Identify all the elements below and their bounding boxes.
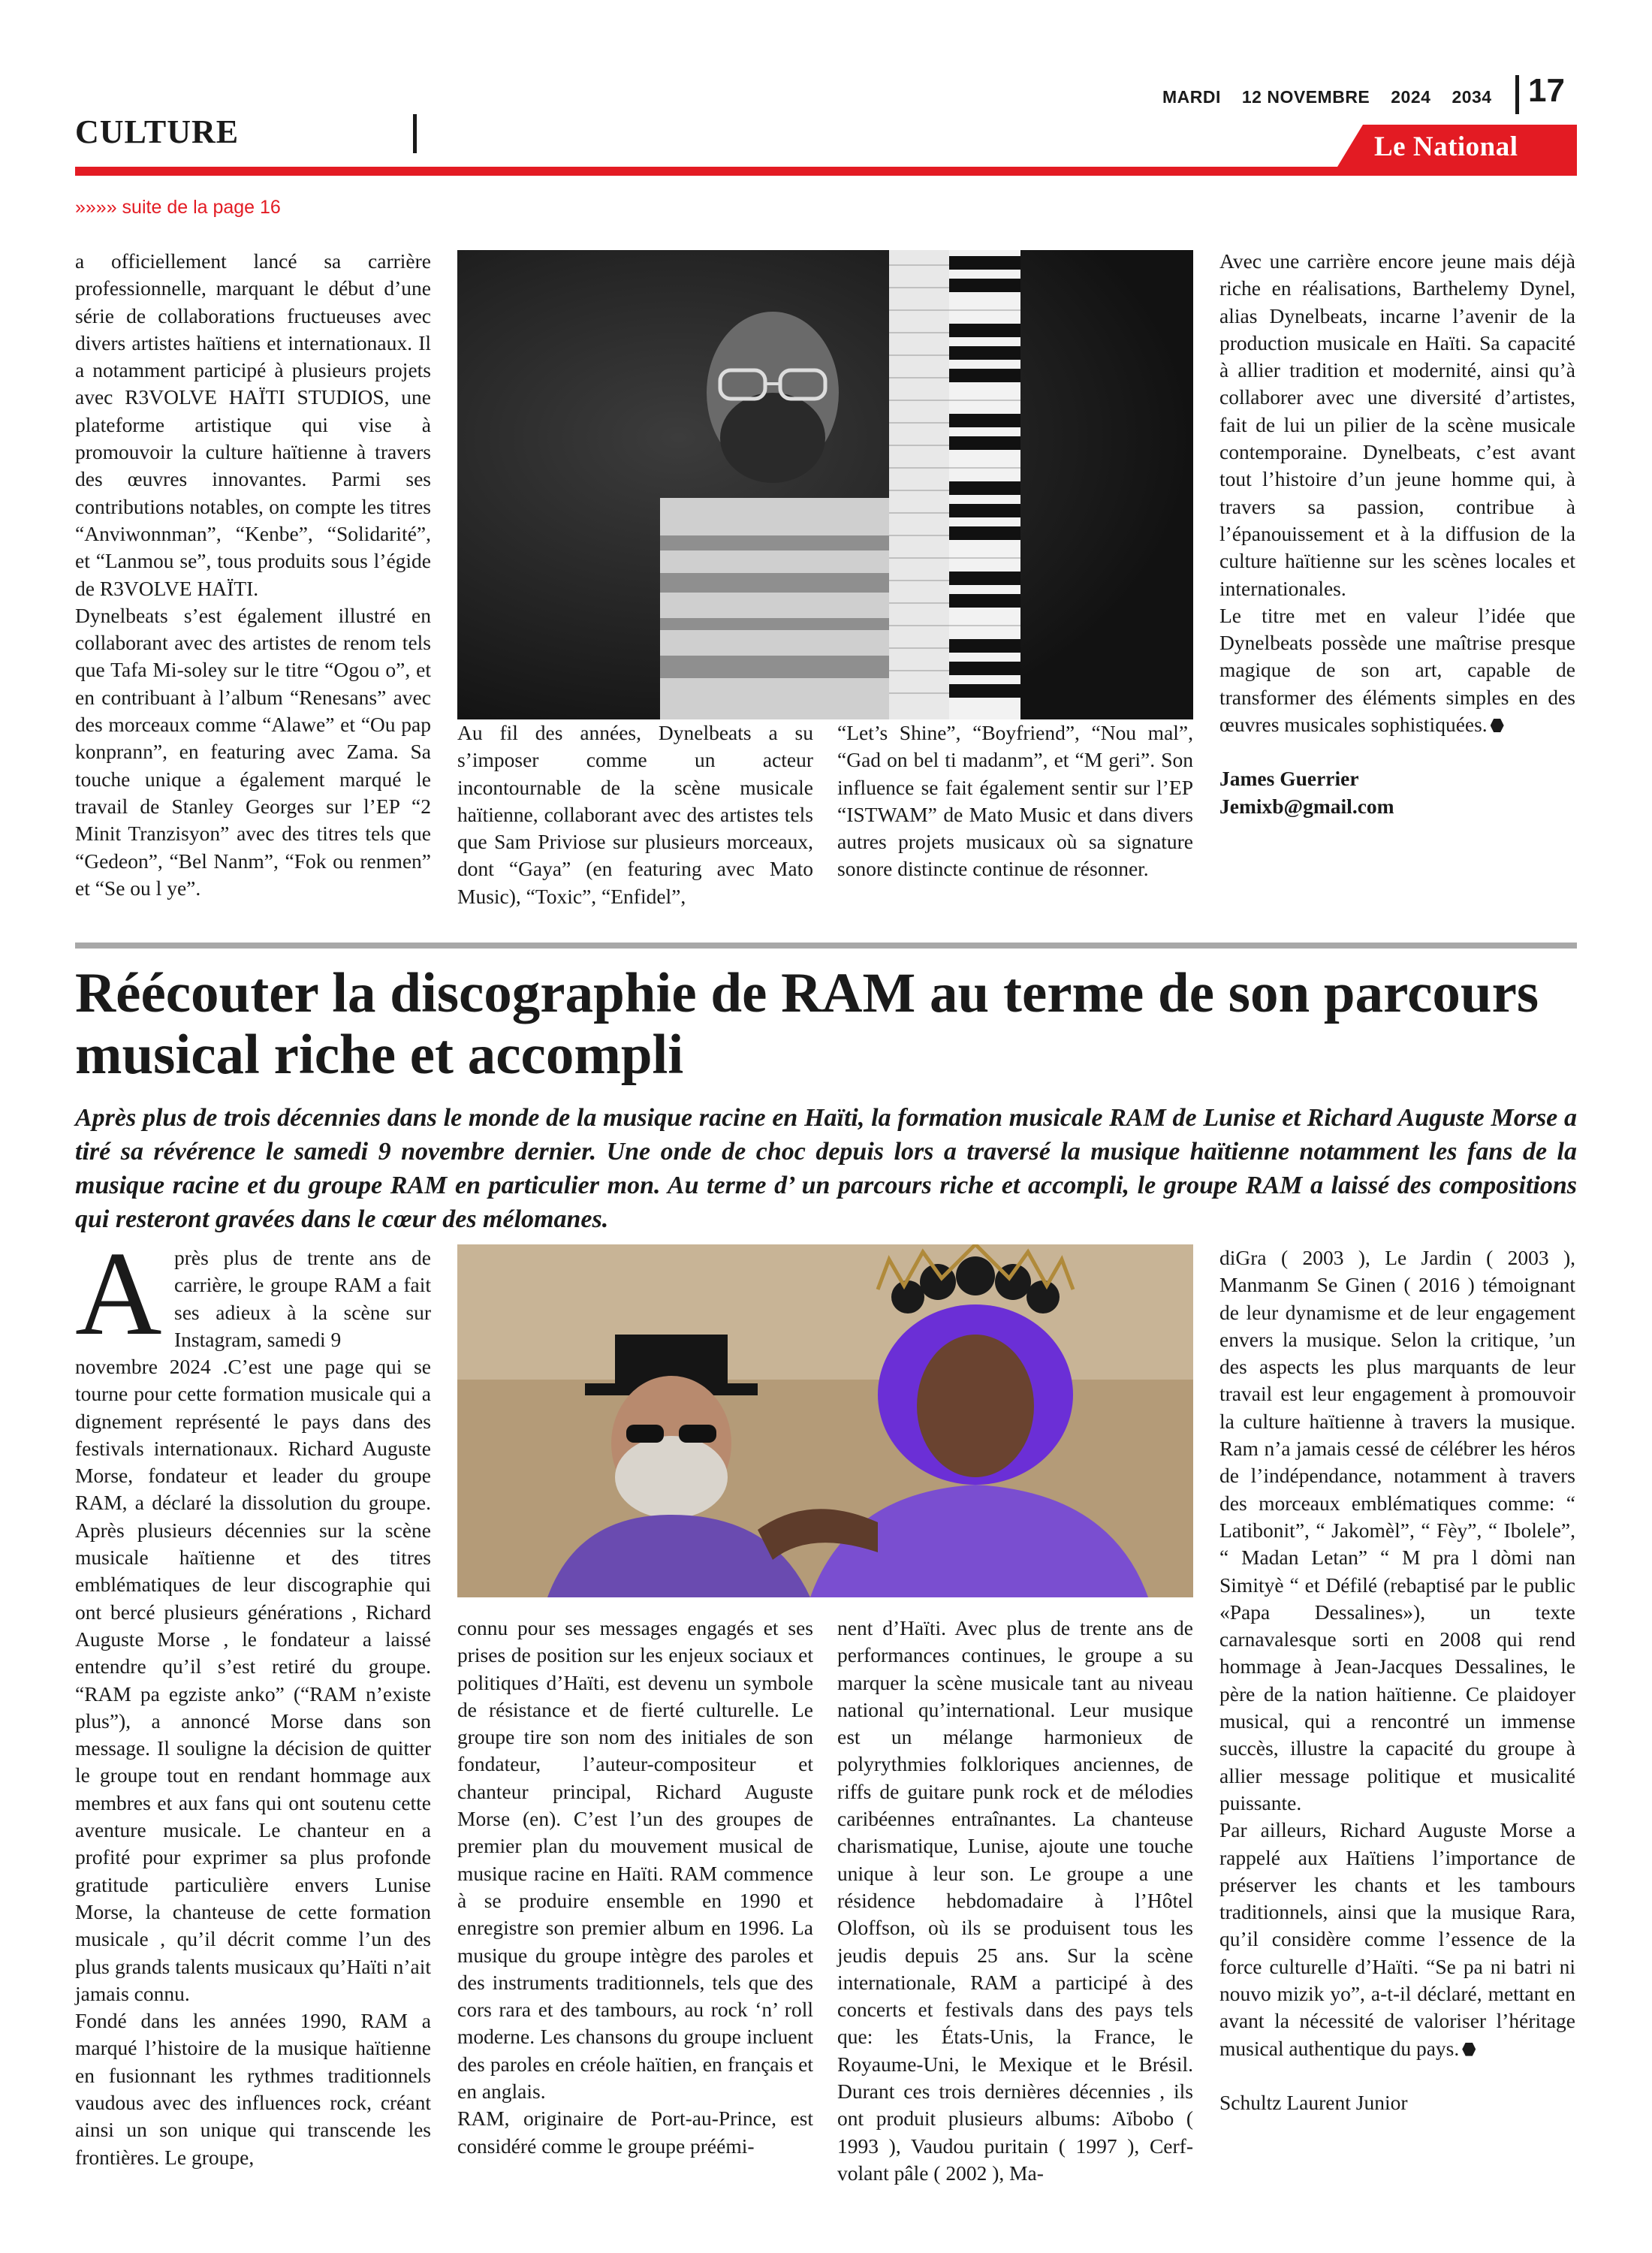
- dynelbeats-photo: [457, 250, 1193, 719]
- article2-column-3: [837, 1615, 1193, 2187]
- article2-paragraph: [1219, 1817, 1575, 2062]
- article2-column-4: [1219, 1244, 1575, 2116]
- article1-paragraph: Au fil des années, Dynelbeats a su s’imposer comme un acteur incontournable de la scène musicale haïtienne, collaborant avec des artistes tels que Sam Priviose sur plusieurs morceaux, dont “Gaya” (en featuring avec Mato Music), “Toxic”, “Enfidel”,: [457, 721, 813, 908]
- article1-author-email: Jemixb@gmail.com: [1219, 794, 1394, 818]
- page-number-divider: [1515, 75, 1519, 114]
- article1-column-3: [837, 719, 1193, 883]
- page-number: 17: [1528, 72, 1565, 109]
- date-text: 12 NOVEMBRE: [1241, 87, 1370, 107]
- ram-band-photo-image: [457, 1244, 1193, 1597]
- article2-paragraph: connu pour ses messages engagés et ses prises de position sur les enjeux sociaux et politiques d’Haïti, est devenu un symbole de résistance et de fierté culturelle. Le groupe tire son nom des initiales de son fondateur, l’auteur-compositeur et chanteur principal, Richard Auguste Morse (en). C’est l’un des groupes de premier plan du mouvement musical de musique racine en Haïti. RAM commence à se produire ensemble en 1990 et enregistre son premier album en 1996. La musique du groupe intègre des paroles et des instruments traditionnels, tels que des cors rara et des tambours, au rock ‘n’ roll moderne. Les chansons du groupe incluent des paroles en créole haïtien, en français et en anglais.: [457, 1616, 813, 2104]
- article2-paragraph: diGra ( 2003 ), Le Jardin ( 2003 ), Manmanm Se Ginen ( 2016 ) témoignant de leur dynamisme et de leur engagement envers la musique. Selon la critique, ’un des aspects les plus marquants de leur travail est leur engagement à promouvoir la culture haïtienne à travers la musique. Ram n’a jamais cessé de célébrer les héros de l’indépendance, notamment à travers des morceaux emblématiques comme: “ Latibonit”, “ Jakomèl”, “ Fèy”, “ Ibolele”, “ Madan Letan” “ M pra l dòmi nan Simityè “ et Défilé (rebaptisé par le public «Papa Dessalines»), un texte carnavalesque sorti en 2008 qui rend hommage à Jean-Jacques Dessalines, le père de la nation haïtienne. Ce plaidoyer musical, qui a rencontré un immense succès, illustre la capacité du groupe à allier message politique et musicalité puissante.: [1219, 1246, 1575, 1814]
- article1-paragraph: “Let’s Shine”, “Boyfriend”, “Nou mal”, “Gad on bel ti madanm”, et “M geri”. Son influence se fait également sentir sur l’EP “ISTWAM” de Mato Music et dans divers autres projets musicaux où sa signature sonore distincte continue de résonner.: [837, 721, 1193, 881]
- continued-from: »»»» suite de la page 16: [75, 197, 281, 218]
- dynelbeats-photo-image: [457, 250, 1193, 719]
- section-label: CULTURE: [75, 113, 240, 150]
- article2-column-1: [75, 1353, 431, 2171]
- end-of-article-icon: [1462, 2043, 1476, 2056]
- article2-lead-text: près plus de trente ans de carrière, le groupe RAM a fait ses adieux à la scène sur Instagram, samedi 9: [174, 1246, 431, 1351]
- article-divider: [75, 943, 1577, 949]
- article1-column-4: [1219, 248, 1575, 820]
- article2-paragraph: nent d’Haïti. Avec plus de trente ans de performances continues, le groupe a su marquer la scène musicale tant au niveau national qu’international. Leur musique est un mélange harmonieux de polyrythmies folkloriques anciennes, de riffs de guitare punk rock et de mélodies caribéennes entraînantes. La chanteuse charismatique, Lunise, ajoute une touche unique à leur son. Le groupe a une résidence hebdomadaire à l’Hôtel Oloffson, où ils se produisent tous les jeudis depuis 25 ans. Sur la scène internationale, RAM a participé à des concerts et festivals dans des pays tels que: les États-Unis, la France, le Royaume-Uni, le Mexique et le Brésil. Durant ces trois dernières décennies , ils ont produit plusieurs albums: Aïbobo ( 1993 ), Vaudou puritain ( 1997 ), Cerf-volant pâle ( 2002 ), Ma-: [837, 1616, 1193, 2185]
- publication-name: Le National: [1374, 131, 1518, 162]
- ram-band-photo: [457, 1244, 1193, 1597]
- article2-deck: Après plus de trois décennies dans le monde de la musique racine en Haïti, la formation musicale RAM de Lunise et Richard Auguste Morse a tiré sa révérence le samedi 9 novembre dernier. Une onde de choc depuis lors a traversé la musique haïtienne notamment les fans de la musique racine et du groupe RAM en particulier mon. Au terme d’ un parcours riche et accompli, le groupe RAM a laissé des compositions qui resteront gravées dans le cœur des mélomanes.: [75, 1104, 1577, 1233]
- end-of-article-icon: [1491, 719, 1504, 732]
- article1-closing-text: Le titre met en valeur l’idée que Dynelbeats possède une maîtrise presque magique de son art, capable de transformer des éléments simples en des œuvres musicales sophistiquées.: [1219, 603, 1575, 737]
- date-line: [1162, 87, 1492, 107]
- article2-paragraph: novembre 2024 .C’est une page qui se tourne pour cette formation musicale qui a dignement représenté le pays dans des festivals internationaux. Richard Auguste Morse, fondateur et leader du groupe RAM, a déclaré la dissolution du groupe. Après plusieurs décennies sur la scène musicale haïtienne et des titres emblématiques de leur discographie qui ont bercé plusieurs générations , Richard Auguste Morse , le fondateur a laissé entendre qu’il s’est retiré du groupe. “RAM pa egziste anko” (“RAM n’existe plus”), a annoncé Morse dans son message. Il souligne la décision de quitter le groupe tout en rendant hommage aux membres et aux fans qui ont soutenu cette aventure musicale. Le chanteur en a profité pour exprimer sa plus profonde gratitude particulière envers Lunise Morse, la chanteuse de cette formation musicale , qu’il décrit comme l’un des plus grands talents musicaux qu’Haïti n’ait jamais connu.: [75, 1355, 431, 2005]
- article2-paragraph: RAM, originaire de Port-au-Prince, est considéré comme le groupe préémi-: [457, 2107, 813, 2158]
- article1-paragraph: [1219, 602, 1575, 738]
- article1-paragraph: Dynelbeats s’est également illustré en collaborant avec des artistes de renom tels que Tafa Mi-soley sur le titre “Ogou o”, et en contribuant à l’album “Renesans” avec des morceaux comme “Alawe” et “Ou pap konprann”, en featuring avec Zama. Sa touche unique a également marqué le travail de Stanley Georges sur l’EP “2 Minit Tranzisyon” avec des titres tels que “Gedeon”, “Bel Nanm”, “Fok ou renmen” et “Se ou l ye”.: [75, 603, 431, 900]
- section-divider: [413, 114, 417, 153]
- article1-paragraph: Avec une carrière encore jeune mais déjà riche en réalisations, Barthelemy Dynel, alias Dynelbeats, incarne l’avenir de la production musicale en Haïti. Sa capacité à allier tradition et modernité, ainsi qu’à collaborer avec une diversité d’artistes, fait de lui un pilier de la scène musicale contemporaine. Dynelbeats, c’est avant tout l’histoire d’un jeune homme qui, à travers sa passion, contribue à l’épanouissement et à la diffusion de la culture haïtienne sur les scènes locales et internationales.: [1219, 249, 1575, 600]
- article2-closing-text: Par ailleurs, Richard Auguste Morse a rappelé aux Haïtiens l’importance de préserver les chants et les tambours traditionnels, ainsi que la musique Rara, qu’il considère comme l’essence de la force culturelle d’Haïti. “Se pa ni batri ni nouvo mizik yo”, a-t-il déclaré, mettant en avant la nécessité de valoriser l’héritage musical authentique du pays.: [1219, 1818, 1575, 2060]
- article2-paragraph: Fondé dans les années 1990, RAM a marqué l’histoire de la musique haïtienne en fusionnant les rythmes traditionnels vaudous avec des influences rock, créant ainsi un son unique qui transcende les frontières. Le groupe,: [75, 2009, 431, 2169]
- drop-cap: A: [75, 1226, 162, 1360]
- date-day: MARDI: [1162, 87, 1221, 107]
- article2-author: Schultz Laurent Junior: [1219, 2090, 1408, 2114]
- article2-headline: Réécouter la discographie de RAM au terme de son parcours musical riche et accompli: [75, 962, 1539, 1086]
- article1-column-2: [457, 719, 813, 910]
- article2-column-1-lead: [174, 1244, 431, 1353]
- date-year: 2024: [1391, 87, 1431, 107]
- article1-column-1: [75, 248, 431, 902]
- article1-paragraph: a officiellement lancé sa carrière professionnelle, marquant le début d’une série de collaborations fructueuses avec divers artistes haïtiens et internationaux. Il a notamment participé à plusieurs projets avec R3VOLVE HAÏTI STUDIOS, une plateforme artistique qui vise à promouvoir la culture haïtienne à travers des œuvres innovantes. Parmi ses contributions notables, on compte les titres “Anviwonnman”, “Kenbe”, “Solidarité”, et “Lanmou se”, tous produits sous l’égide de R3VOLVE HAÏTI.: [75, 249, 431, 600]
- article1-author-name: James Guerrier: [1219, 767, 1359, 791]
- issue-number: 2034: [1452, 87, 1492, 107]
- article2-column-2: [457, 1615, 813, 2160]
